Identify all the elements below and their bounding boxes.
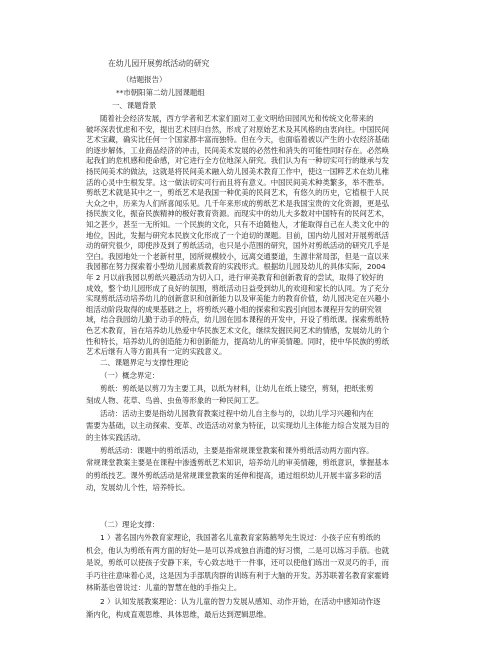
paragraph-line: 色艺术教育，旨在培养幼儿热爱中华民族艺术文化，继续发掘民间艺术的情感，发展幼儿的个 (86, 326, 390, 335)
paragraph-line: 机会，他认为剪纸有两方面的好处—是可以养成独自消遣的好习惯，二是可以练习手筋。也就 (86, 545, 390, 555)
paragraph-line: 随着社会经济发展，西方学者和艺术家们面对工业文明给田园风光和传统文化带来的 (100, 114, 374, 123)
paragraph-line: 的主体实践活动。 (86, 433, 146, 442)
paragraph-line: 需要为基础，以主动探索、变革、改造活动对象为特征，以实现幼儿主体能力综合发展为目的 (86, 421, 390, 430)
paragraph-line: 艺术宝藏，确实比任何一个国家都丰富而独特。但在今天，也面临着被以产生的小农经济基础 (86, 135, 390, 145)
paragraph-line: 剪纸活动：课题中的剪纸活动，主要是指常规课堂教案和课外剪纸活动两方面内容。 (100, 446, 374, 455)
paragraph-line: 剪纸：剪纸是以剪刀为主要工具，以纸为材料，让幼儿在纸上镂空，剪刻，把纸张剪 (100, 384, 374, 393)
subsection-heading: （二）理论支撑： (100, 520, 160, 529)
paragraph-line: 实现剪纸活动培养幼儿的创新意识和创新能力以及审美能力的教育价值，幼儿园决定在兴趣小 (86, 294, 390, 304)
paragraph-line: 知之甚少，甚至一无所知。一个民族的文化，只有不迫随他人，才能取得自己在人类文化中的 (86, 220, 390, 229)
paragraph-line: 起我们的危机感和使命感，对它进行全方位地深入研究。我们认为有一种切实可行的继承与发 (86, 156, 390, 166)
paragraph-line: 渐内化，构成直观思维、具体思维，最后达到逻辑思维。 (86, 609, 271, 619)
paragraph-line: 成效，整个幼儿园形成了良好的氛围，剪纸活动日益受到幼儿的欢迎和家长的认同。为了充分 (86, 283, 390, 293)
paragraph-line: 手巧往往意味着心灵，这是因为手部肌肉群的训练有利于大脑的开发。苏苏联著名教育家霍姆 (86, 570, 390, 580)
paragraph-line: 林斯基也曾说过：儿童的智慧在他的手指尖上。 (86, 583, 242, 593)
paragraph-line: 域，结合我园幼儿勤于动手的特点，幼儿园在园本课程的开发中，开设了剪纸课。探索剪纸特 (86, 315, 390, 325)
paragraph-line: 空白。我园地处一个老新村里，园所规模较小，远离交通要道，生源非常局部，但是一直以来 (86, 251, 390, 261)
paragraph-line: 常规课堂教案主要是在课程中渗透剪纸艺术知识，培养幼儿的审美情趣，剪纸意识，掌握基本 (86, 458, 390, 468)
paragraph-line: 活的心灵中生根发芽。这一做法切实可行而且将有意义。中国民间美术种类繁多，举不胜举。 (86, 177, 390, 187)
paragraph-line: 扬民间美术的做法，这就是将民间美术融入幼儿园美术教育工作中，使这一国粹艺术在幼儿稚 (86, 167, 390, 176)
paragraph-line: 地位，因此，发掘与研究本民族文化形成了一个迫切的课题。目前，国内幼儿园对开展剪纸活 (86, 230, 390, 240)
document-title: 在幼儿园开展剪纸活动的研究 (108, 59, 210, 68)
paragraph-line: 组活动阶段取得的成果基础之上，将剪纸兴趣小组的探索和实践引向园本课程开发的研究领 (86, 304, 382, 314)
paragraph-line: 扬民族文化，振奋民族精神的极好教育资源。而现实中的幼儿大多数对中国特有的民间艺术， (86, 209, 390, 219)
paragraph-line: 2 ）认知发展教案理论：认为儿童的智力发展从感知、动作开始，在活动中感知动作逐 (100, 597, 381, 606)
paragraph-line: 我园都在努力探索着小型幼儿园素质教育的实践形式。根据幼儿园及幼儿的具体实际，2004 (86, 262, 386, 272)
paragraph-line: 年 2 月以前我园以剪纸兴趣活动为切入口，进行审美教育和创新教育的尝试，取得了较好的 (86, 273, 384, 282)
paragraph-line: 的剪纸技艺。课外剪纸活动是常规课堂教案的延伸和提高，通过组织幼儿开展丰富多彩的活 (86, 470, 382, 480)
subsection-heading: （一）概念界定： (100, 371, 160, 380)
paragraph-line: 刻成人物、花草、鸟兽、虫鱼等形象的一种民间工艺。 (86, 396, 264, 405)
paragraph-line: 活动：活动主要是指幼儿园教育教案过程中幼儿自主参与的，以幼儿学习兴趣和内在 (100, 409, 374, 418)
paragraph-line: 剪纸艺术就是其中之一，剪纸艺术是我国一种优美的民间艺术，有悠久的历史，它植根于人民 (86, 188, 390, 198)
paragraph-line: 1 ）著名国内外教育家理论，我国著名儿童教育家陈鹤琴先生说过：小孩子应有剪纸的 (100, 533, 381, 542)
paragraph-line: 是说，剪纸可以使孩子安静下来，专心致志地干一件事，还可以使他们练出一双灵巧的手，而 (86, 558, 390, 568)
paragraph-line: 性和特长，培养幼儿的创造能力和创新能力，提高幼儿的审美情趣。同时，使中华民族的剪纸 (86, 336, 390, 346)
paragraph-line: 动的研究很少，即使涉及到了剪纸活动，也只是小范围的研究，国外对剪纸活动的研究几乎是 (86, 241, 390, 251)
paragraph-line: 动，发展幼儿个性，培养特长。 (86, 482, 190, 492)
paragraph-line: 破坏深表忧虑和不安，提出艺术回归自然，形成了对原始艺术及其风格的由衷向往。中国民间 (86, 124, 390, 134)
paragraph-line: 的逐步解体，工业商品经济的冲击，民间美术发展的必然性和消失的可能性同时存在。必然唤 (86, 145, 390, 155)
paragraph-line: 大众之中，历来为人们所喜闻乐见。几千年来形成的剪纸艺术是我国宝贵的文化资源，更是弘 (86, 198, 390, 208)
document-subtitle: （结题报告） (122, 75, 167, 84)
document-author: **市朝阳第二幼儿园课题组 (116, 88, 205, 97)
paragraph-line: 艺术后继有人等方面具有一定的实践意义。 (86, 347, 227, 357)
section-heading: 二、课题界定与支撑性理论 (100, 358, 189, 367)
section-heading: 一、课题背景 (112, 101, 157, 110)
